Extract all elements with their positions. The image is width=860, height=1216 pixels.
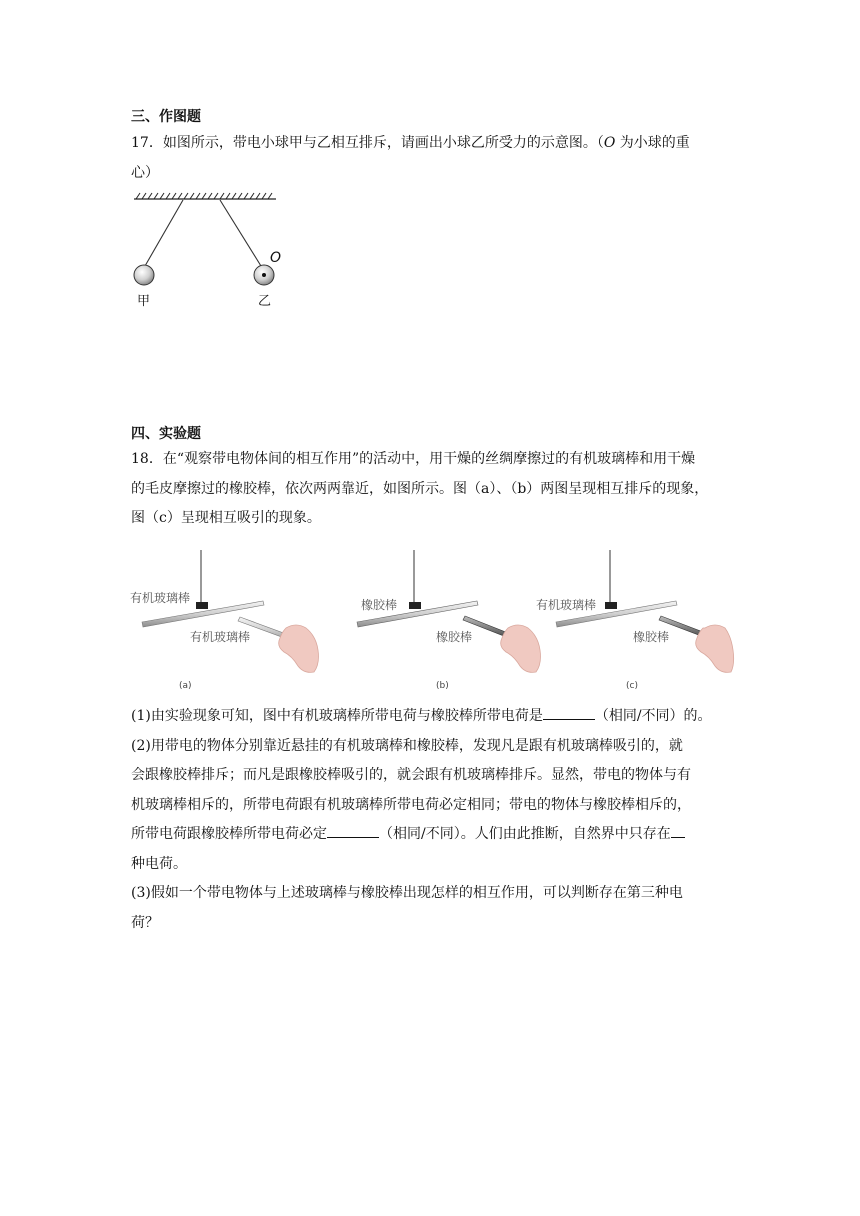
string-right — [220, 200, 261, 266]
panel-a-top-label: 有机玻璃棒 — [130, 591, 191, 605]
sub-question-2-line2: 会跟橡胶棒排斥；而凡是跟橡胶棒吸引的，就会跟有机玻璃棒排斥。显然，带电的物体与有 — [131, 767, 691, 783]
section-heading-drawing: 三、作图题 — [131, 109, 201, 125]
panel-b-caption: (b) — [436, 681, 449, 691]
panel-a-caption: (a) — [179, 681, 192, 691]
panel-b-top-label: 橡胶棒 — [361, 598, 398, 612]
holder — [196, 602, 208, 609]
panel-b-hand-label: 橡胶棒 — [436, 630, 473, 644]
label-jia: 甲 — [137, 294, 151, 309]
holder — [605, 602, 617, 609]
panel-c-hand-label: 橡胶棒 — [633, 630, 670, 644]
hand-icon — [279, 625, 319, 672]
panel-c-caption: (c) — [626, 681, 638, 691]
sub-question-2-line4: 所带电荷跟橡胶棒所带电荷必定 （相同/不同）。人们由此推断，自然界中只存在 — [131, 820, 731, 850]
sub-question-1: (1)由实验现象可知，图中有机玻璃棒所带电荷与橡胶棒所带电荷是 （相同/不同）的。 — [131, 702, 731, 732]
question-18-line2: 的毛皮摩擦过的橡胶棒，依次两两靠近，如图所示。图（a）、（b）两图呈现相互排斥的现象， — [131, 480, 709, 497]
question-17 — [131, 129, 731, 188]
sub-question-3-line1: (3)假如一个带电物体与上述玻璃棒与橡胶棒出现怎样的相互作用，可以判断存在第三种电 — [131, 885, 683, 901]
hand-icon — [501, 625, 541, 672]
ceiling-hatching — [136, 193, 272, 199]
panel-c-top-label: 有机玻璃棒 — [536, 598, 597, 612]
pendulum-figure — [128, 188, 288, 312]
rods-figure — [128, 550, 738, 695]
panel-c — [536, 550, 734, 691]
answer-blank-2[interactable] — [327, 823, 379, 838]
question-18-subparts — [131, 702, 731, 938]
question-17-line1: 17．如图所示，带电小球甲与乙相互排斥，请画出小球乙所受力的示意图。（O 为小球的重 — [131, 135, 690, 151]
answer-blank-3[interactable] — [671, 823, 685, 838]
label-o: O — [270, 250, 282, 266]
question-18-line3: 图（c）呈现相互吸引的现象。 — [131, 510, 321, 526]
answer-blank-1[interactable] — [543, 705, 595, 720]
center-of-gravity-dot — [262, 273, 266, 277]
sub-question-2-line5: 种电荷。 — [131, 855, 187, 872]
panel-a-hand-label: 有机玻璃棒 — [190, 630, 251, 644]
sub-question-3-line2: 荷？ — [131, 914, 159, 931]
sub-question-2-line3: 机玻璃棒相斥的，所带电荷跟有机玻璃棒所带电荷必定相同；带电的物体与橡胶棒相斥的， — [131, 796, 691, 813]
panel-a — [130, 550, 319, 691]
question-17-line2: 心） — [131, 164, 159, 181]
question-18-line1: 18．在“观察带电物体间的相互作用”的活动中，用干燥的丝绸摩擦过的有机玻璃棒和用干燥 — [131, 451, 696, 467]
label-yi: 乙 — [258, 294, 272, 309]
o-symbol: O — [603, 135, 616, 151]
holder — [409, 602, 421, 609]
question-18-intro — [131, 445, 731, 534]
string-left — [145, 200, 183, 266]
sub-question-2-line1: (2)用带电的物体分别靠近悬挂的有机玻璃棒和橡胶棒，发现凡是跟有机玻璃棒吸引的，就 — [131, 737, 683, 754]
panel-b — [357, 550, 541, 691]
ball-jia — [134, 265, 154, 285]
hand-icon — [696, 625, 734, 672]
section-heading-experiment: 四、实验题 — [131, 426, 201, 442]
